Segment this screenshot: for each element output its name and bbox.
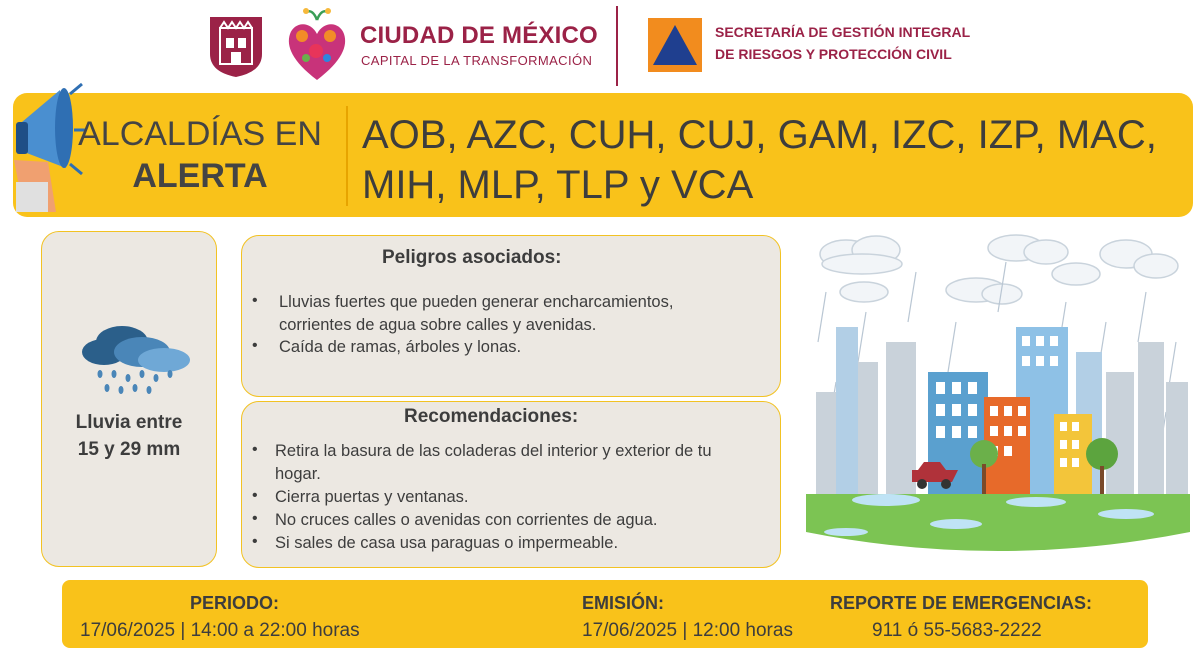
rain-amount-label: Lluvia entre	[75, 412, 183, 433]
boroughs-line: AOB, AZC, CUH, CUJ, GAM, IZC, IZP, MAC,	[362, 113, 1157, 157]
rain-cloud-icon	[80, 322, 196, 396]
recommendation-item: Retira la basura de las coladeras del interior y exterior de tu	[275, 442, 712, 460]
header-divider	[616, 6, 618, 86]
alert-label-emphasis: ALERTA	[132, 157, 268, 195]
hazards-title: Peligros asociados:	[382, 247, 562, 268]
heart-flower-logo	[282, 6, 352, 84]
bullet-icon: •	[252, 533, 258, 550]
recommendation-item: Cierra puertas y ventanas.	[275, 488, 469, 506]
bullet-icon: •	[252, 487, 258, 504]
bullet-icon: •	[252, 441, 258, 458]
agency-name-line2: DE RIESGOS Y PROTECCIÓN CIVIL	[715, 46, 952, 62]
period-value: 17/06/2025 | 14:00 a 22:00 horas	[80, 620, 360, 641]
city-title: CIUDAD DE MÉXICO	[360, 22, 598, 49]
recommendation-item: Si sales de casa usa paraguas o impermeable.	[275, 534, 619, 552]
bullet-icon: •	[252, 510, 258, 527]
agency-name-line1: SECRETARÍA DE GESTIÓN INTEGRAL	[715, 24, 971, 40]
emergency-label: REPORTE DE EMERGENCIAS:	[830, 593, 1093, 613]
emergency-phone: 911 ó 55-5683-2222	[872, 620, 1042, 641]
bullet-icon: •	[252, 292, 258, 309]
rain-amount-value: 15 y 29 mm	[77, 439, 181, 460]
hazard-item: Lluvias fuertes que pueden generar encharcamientos,	[279, 293, 674, 311]
rainy-city-illustration	[806, 232, 1190, 570]
alert-divider	[346, 106, 348, 206]
bullet-icon: •	[252, 337, 258, 354]
alert-label: ALCALDÍAS EN	[78, 115, 322, 153]
emission-label: EMISIÓN:	[582, 593, 665, 613]
hazard-item: Caída de ramas, árboles y lonas.	[279, 338, 522, 356]
hazard-item-continuation: corrientes de agua sobre calles y avenidas.	[279, 316, 597, 334]
boroughs-line: MIH, MLP, TLP y VCA	[362, 163, 754, 207]
recommendation-item-continuation: hogar.	[275, 465, 321, 483]
cdmx-crest-logo	[207, 14, 265, 80]
boroughs-list	[362, 110, 1182, 210]
rain-card	[41, 231, 217, 567]
recommendations-title: Recomendaciones:	[404, 406, 579, 427]
recommendation-item: No cruces calles o avenidas con corrientes de agua.	[275, 511, 658, 529]
period-label: PERIODO:	[190, 593, 280, 613]
civil-protection-logo	[648, 18, 702, 72]
city-subtitle: CAPITAL DE LA TRANSFORMACIÓN	[361, 53, 593, 68]
emission-value: 17/06/2025 | 12:00 horas	[582, 620, 793, 641]
